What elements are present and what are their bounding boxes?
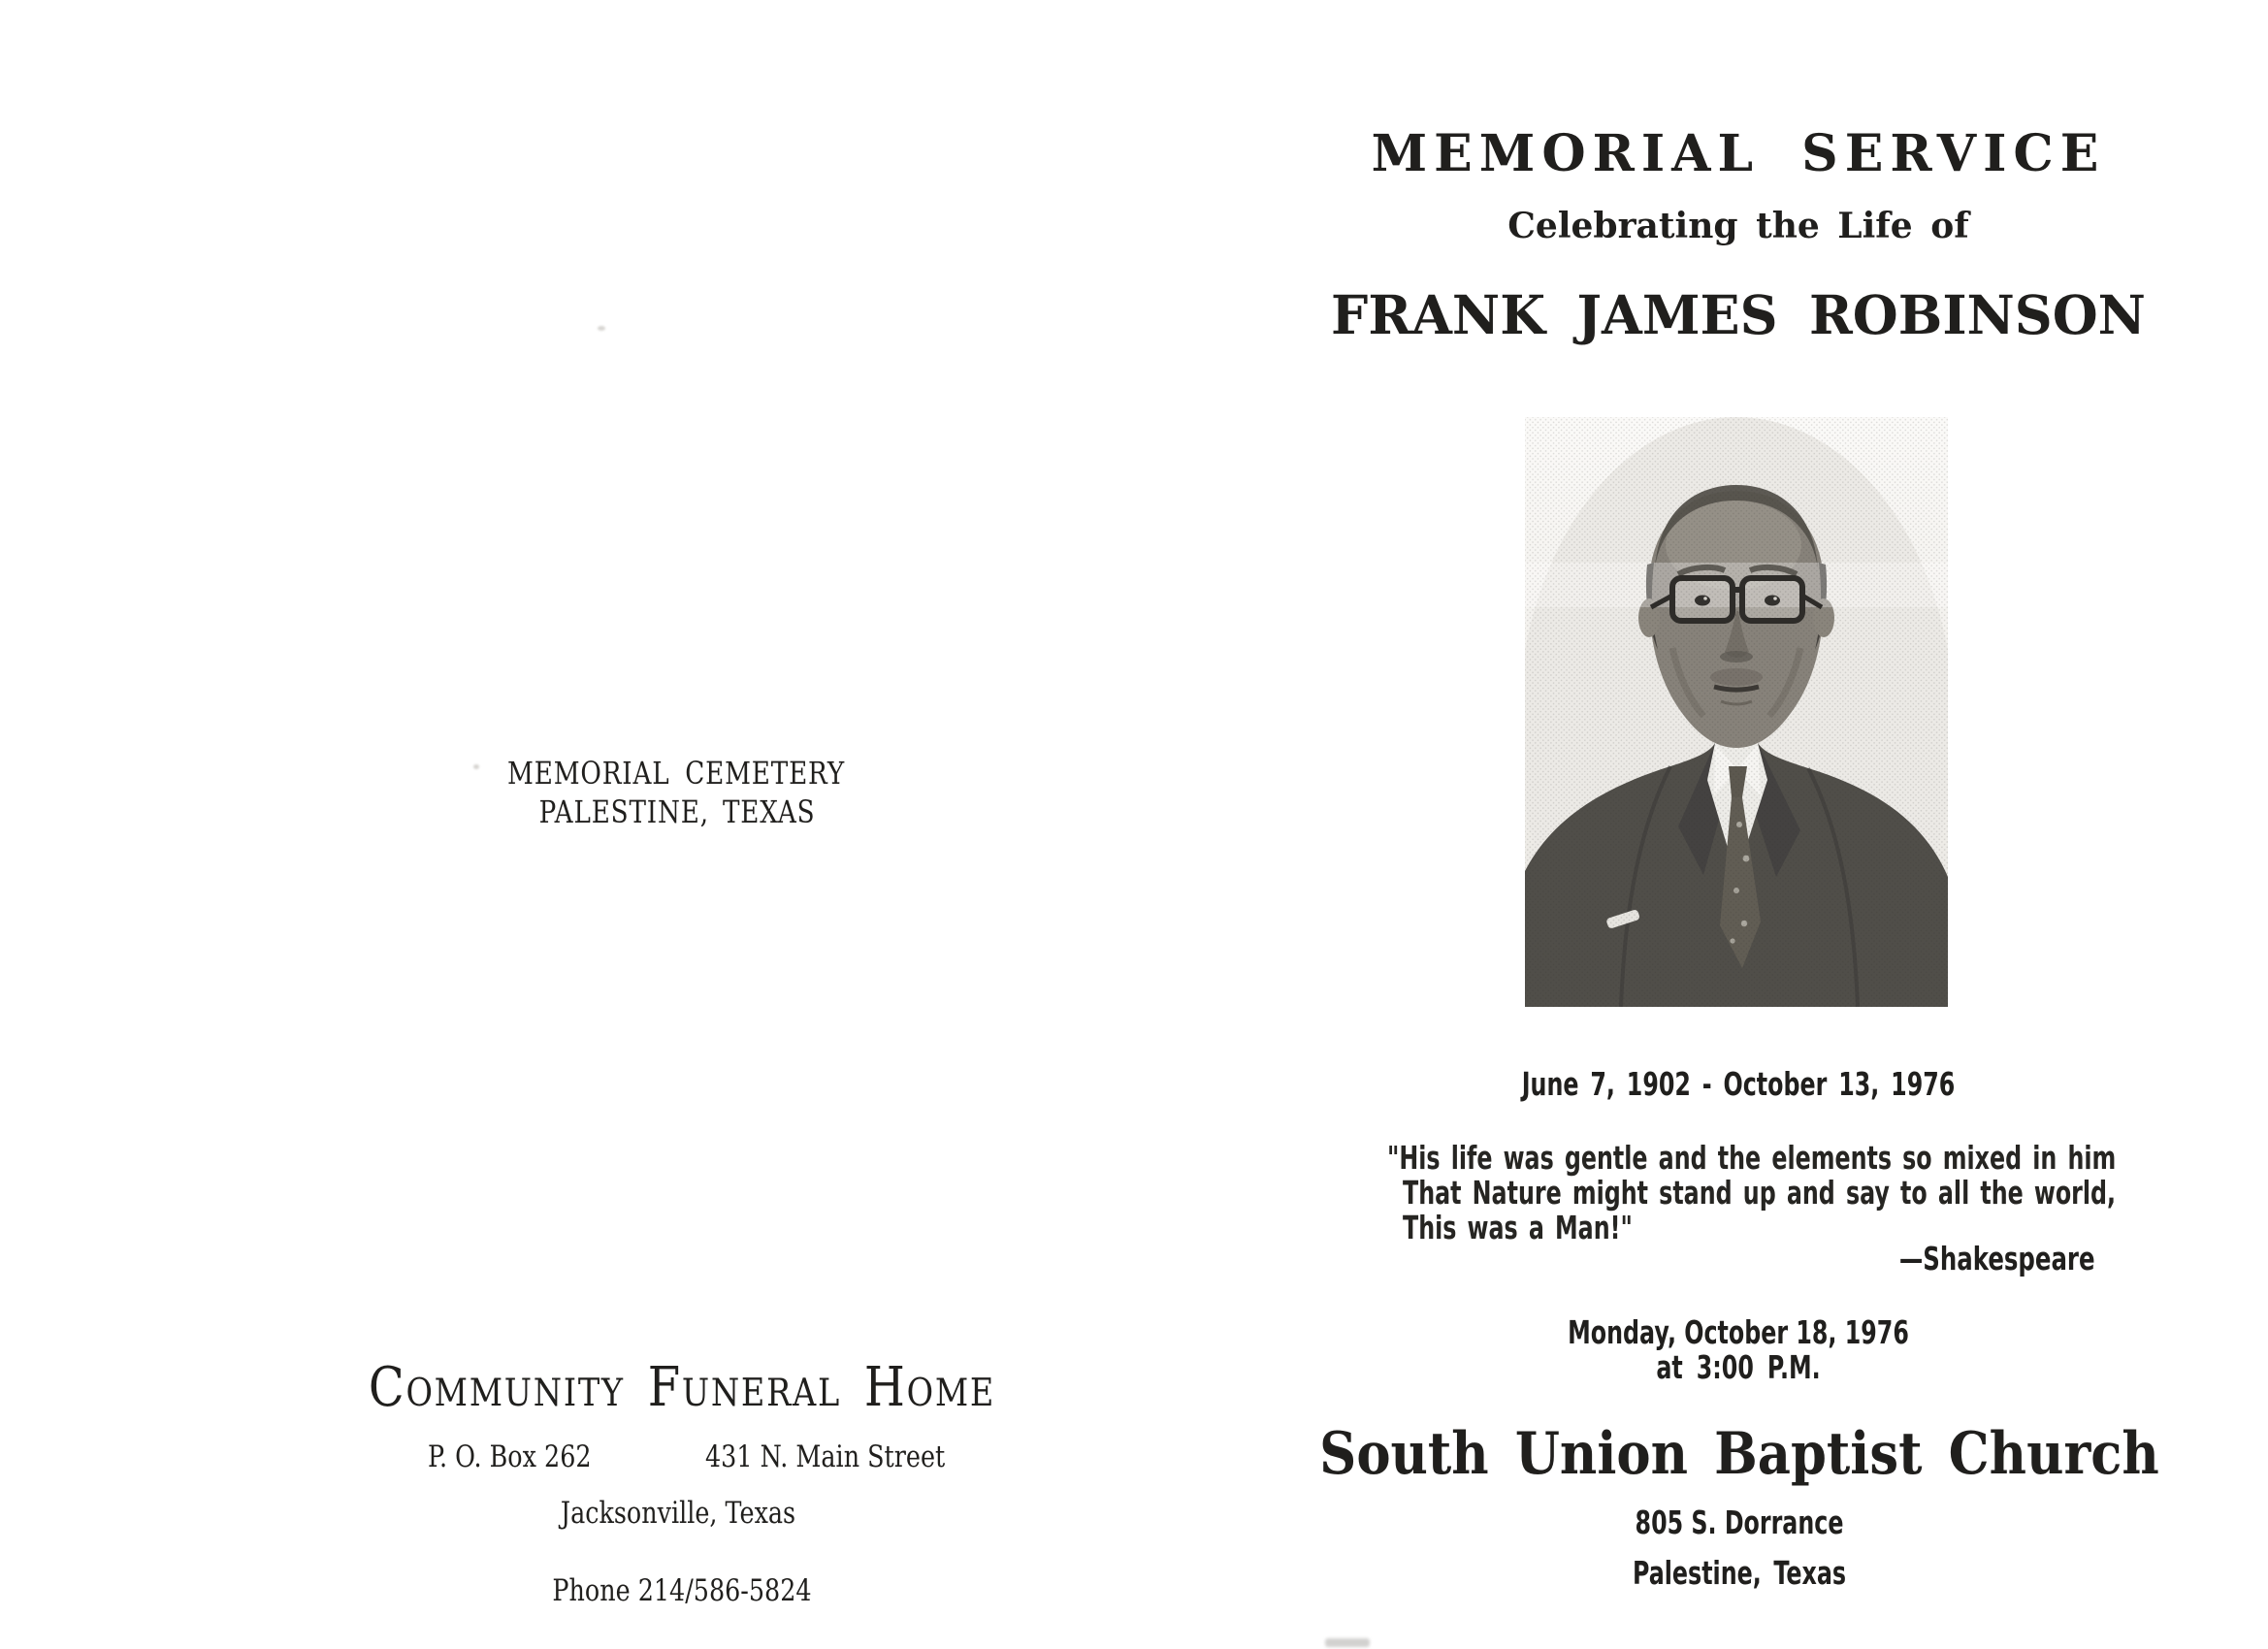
quote-line-2: That Nature might stand up and say to all the world, bbox=[1403, 1174, 2117, 1212]
funeral-home-city: Jacksonville, Texas bbox=[560, 1496, 796, 1531]
quote-line-3: This was a Man!" bbox=[1403, 1209, 1633, 1246]
portrait-illustration bbox=[1525, 417, 1948, 1007]
funeral-home-name: Community Funeral Home bbox=[368, 1356, 996, 1419]
scan-smudge bbox=[1325, 1638, 1370, 1647]
portrait-photo bbox=[1525, 417, 1948, 1007]
deceased-name: FRANK JAMES ROBINSON bbox=[1331, 283, 2146, 346]
scan-speck bbox=[598, 326, 605, 331]
cemetery-name: MEMORIAL CEMETERY bbox=[507, 755, 845, 792]
venue-city: Palestine, Texas bbox=[1632, 1554, 1847, 1592]
service-date: Monday, October 18, 1976 bbox=[1568, 1313, 1909, 1351]
quote-line-1: "His life was gentle and the elements so mixed in him bbox=[1387, 1139, 2117, 1177]
funeral-home-street: 431 N. Main Street bbox=[705, 1439, 946, 1474]
venue-name: South Union Baptist Church bbox=[1319, 1420, 2159, 1488]
program-subtitle: Celebrating the Life of bbox=[1507, 206, 1969, 246]
scan-speck bbox=[473, 764, 479, 769]
service-time: at 3:00 P.M. bbox=[1656, 1348, 1821, 1386]
funeral-home-po-box: P. O. Box 262 bbox=[428, 1439, 592, 1474]
funeral-home-phone: Phone 214/586-5824 bbox=[552, 1573, 812, 1608]
quote-attribution: —Shakespeare bbox=[1899, 1240, 2095, 1277]
cemetery-location: PALESTINE, TEXAS bbox=[538, 793, 816, 830]
life-dates: June 7, 1902 - October 13, 1976 bbox=[1521, 1065, 1956, 1103]
program-title: MEMORIAL SERVICE bbox=[1371, 124, 2106, 183]
venue-address: 805 S. Dorrance bbox=[1635, 1504, 1844, 1541]
